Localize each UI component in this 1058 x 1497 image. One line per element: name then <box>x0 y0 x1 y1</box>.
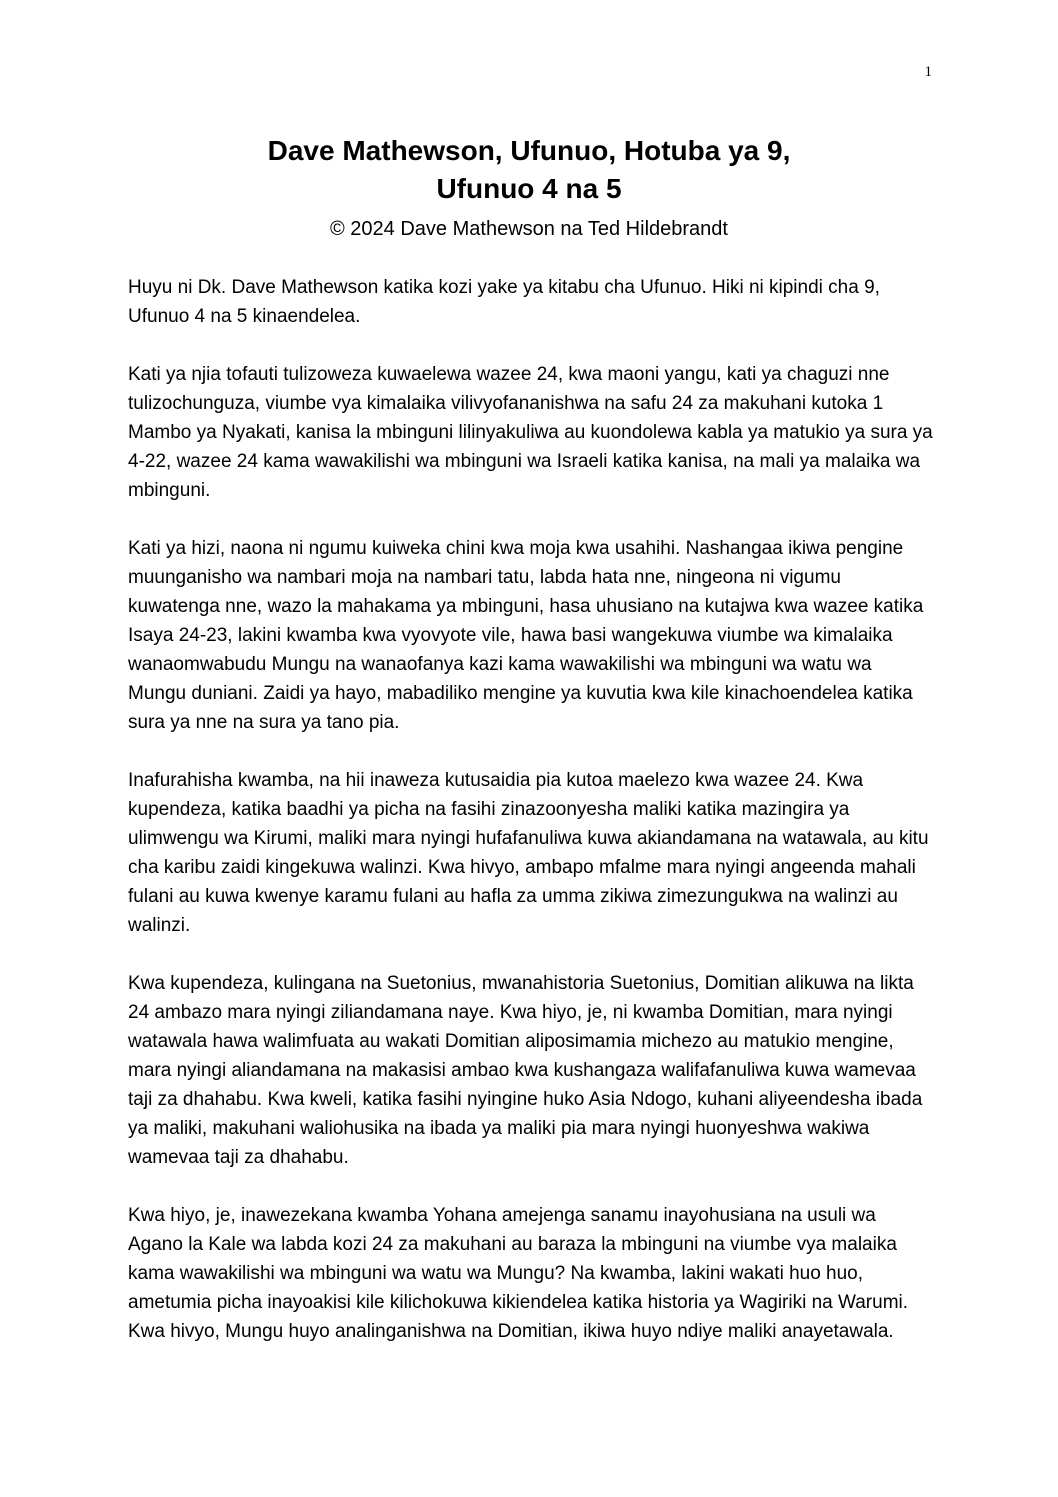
paragraph-2: Kati ya njia tofauti tulizoweza kuwaelewa wazee 24, kwa maoni yangu, kati ya chaguzi nne tulizochunguza, viumbe vya kimalaika vilivyofananishwa na safu 24 za makuhani kutoka 1 Mambo ya Nyakati, kanisa la mbinguni lilinyakuliwa au kuondolewa kabla ya matukio ya sura ya 4-22, wazee 24 kama wawakilishi wa mbinguni wa Israeli katika kanisa, na mali ya malaika wa mbinguni. <box>128 364 933 501</box>
copyright-notice: © 2024 Dave Mathewson na Ted Hildebrandt <box>330 218 728 240</box>
page-number: 1 <box>924 64 932 80</box>
document-body <box>128 273 934 1375</box>
paragraph-5: Kwa kupendeza, kulingana na Suetonius, mwanahistoria Suetonius, Domitian alikuwa na likta 24 ambazo mara nyingi ziliandamana naye. Kwa hiyo, je, ni kwamba Domitian, mara nyingi watawala hawa walimfuata au wakati Domitian aliposimamia michezo au matukio mengine, mara nyingi aliandamana na makasisi ambao kwa kushangaza walifafanuliwa kuwa wamevaa taji za dhahabu. Kwa kweli, katika fasihi nyingine huko Asia Ndogo, kuhani aliyeendesha ibada ya maliki, makuhani waliohusika na ibada ya maliki pia mara nyingi huonyeshwa wakiwa wamevaa taji za dhahabu. <box>128 973 923 1168</box>
title-block <box>0 132 1058 244</box>
paragraph-3: Kati ya hizi, naona ni ngumu kuiweka chini kwa moja kwa usahihi. Nashangaa ikiwa pengine muunganisho wa nambari moja na nambari tatu, labda hata nne, ningeona ni vigumu kuwatenga nne, wazo la mahakama ya mbinguni, hasa uhusiano na kutajwa kwa wazee katika Isaya 24-23, lakini kwamba kwa vyovyote vile, hawa basi wangekuwa viumbe wa kimalaika wanaomwabudu Mungu na wanaofanya kazi kama wawakilishi wa mbinguni wa watu wa Mungu duniani. Zaidi ya hayo, mabadiliko mengine ya kuvutia kwa kile kinachoendelea katika sura ya nne na sura ya tano pia. <box>128 538 924 733</box>
document-title-line-1: Dave Mathewson, Ufunuo, Hotuba ya 9, <box>267 135 791 166</box>
paragraph-1: Huyu ni Dk. Dave Mathewson katika kozi yake ya kitabu cha Ufunuo. Hiki ni kipindi cha 9, Ufunuo 4 na 5 kinaendelea. <box>128 277 880 327</box>
document-title-line-2: Ufunuo 4 na 5 <box>436 173 622 204</box>
paragraph-6: Kwa hiyo, je, inawezekana kwamba Yohana amejenga sanamu inayohusiana na usuli wa Agano la Kale wa labda kozi 24 za makuhani au baraza la mbinguni na viumbe vya malaika kama wawakilishi wa mbinguni wa watu wa Mungu? Na kwamba, lakini wakati huo huo, ametumia picha inayoakisi kile kilichokuwa kikiendelea katika historia ya Wagiriki na Warumi. Kwa hivyo, Mungu huyo analinganishwa na Domitian, ikiwa huyo ndiye maliki anayetawala. <box>128 1205 909 1342</box>
paragraph-4: Inafurahisha kwamba, na hii inaweza kutusaidia pia kutoa maelezo kwa wazee 24. Kwa kupendeza, katika baadhi ya picha na fasihi zinazoonyesha maliki katika mazingira ya ulimwengu wa Kirumi, maliki mara nyingi hufafanuliwa kuwa akiandamana na watawala, au kitu cha karibu zaidi kingekuwa walinzi. Kwa hivyo, ambapo mfalme mara nyingi angeenda mahali fulani au kuwa kwenye karamu fulani au hafla za umma zikiwa zimezungukwa na walinzi au walinzi. <box>128 770 929 936</box>
